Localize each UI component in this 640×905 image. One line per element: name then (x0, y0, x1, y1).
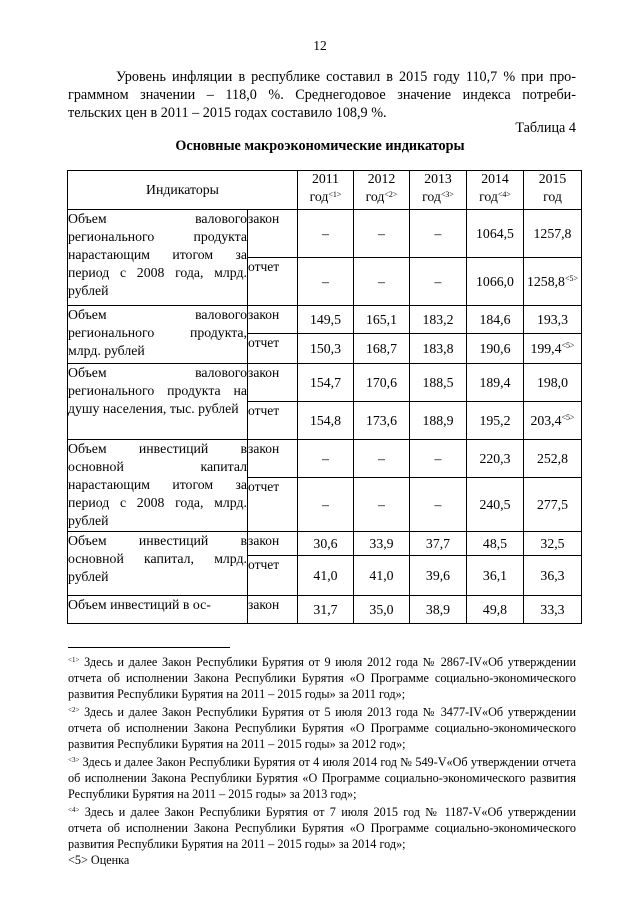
cell-value: 154,7 (298, 364, 354, 402)
cell-value: 39,6 (410, 556, 467, 596)
footnotes (68, 652, 576, 868)
cell-value: 30,6 (298, 532, 354, 556)
cell-value: – (298, 210, 354, 258)
intro-line: Уровень инфляции в республике составил в 2015 году 110,7 % при про- (116, 69, 576, 85)
cell-value: 41,0 (298, 556, 354, 596)
row-type: отчет (248, 402, 298, 440)
indicators-header: Индикаторы (68, 171, 298, 210)
cell-value: 190,6 (467, 334, 524, 364)
footnote: $^{<2>}$ Здесь и далее Закон Республики Бурятия от 5 июля 2013 года № 3477-IV«Об утверждении отчета об исполнении Закона Республики Бурятия «О Программе социально-экономического развития Республики Бурятия на 2011 – 2015 годы» за 2012 год»; (68, 705, 576, 751)
cell-value: 193,3 (524, 306, 582, 334)
table-label: Таблица 4 (515, 120, 576, 136)
cell-value: – (354, 210, 410, 258)
cell-value: 48,5 (467, 532, 524, 556)
footnote: $^{<4>}$ Здесь и далее Закон Республики Бурятия от 7 июля 2015 год № 1187-V«Об утверждении отчета об исполнении Закона Республики Бурятия «О Программе социально-экономического развития Республики Бурятия на 2011 – 2015 годы» за 2014 год»; (68, 805, 576, 851)
footnote: <5> Оценка (68, 853, 130, 867)
indicator-name: Объем валового регионального продукта нарастающим итогом за период с 2008 года, млрд. рублей (68, 210, 248, 306)
cell-value: 188,9 (410, 402, 467, 440)
cell-value: 165,1 (354, 306, 410, 334)
row-type: закон (248, 440, 298, 478)
footnote-mark: <2> (68, 706, 80, 714)
cell-value: 1066,0 (467, 258, 524, 306)
year-header: 2013 год$^{<3>}$ (410, 171, 467, 210)
table-row (68, 596, 582, 624)
cell-value: 277,5 (524, 478, 582, 532)
indicator-name: Объем валового регионального продукта, млрд. рублей (68, 306, 248, 364)
row-type: отчет (248, 556, 298, 596)
cell-value: 33,3 (524, 596, 582, 624)
row-type: закон (248, 596, 298, 624)
cell-value: 170,6 (354, 364, 410, 402)
cell-value: 36,1 (467, 556, 524, 596)
cell-value: – (354, 478, 410, 532)
indicator-name: Объем инвестиций в основной капитал нарастающим итогом за период с 2008 года, млрд. рублей (68, 440, 248, 532)
year-header: 2011 год$^{<1>}$ (298, 171, 354, 210)
footnote-separator (68, 647, 230, 648)
table-row (68, 364, 582, 402)
table-row (68, 306, 582, 334)
table-header-row (68, 171, 582, 210)
cell-value: – (354, 440, 410, 478)
cell-value: 154,8 (298, 402, 354, 440)
intro-line: граммном значении – 118,0 %. Среднегодовое значение индекса потреби- (68, 87, 576, 103)
row-type: закон (248, 306, 298, 334)
cell-value: 189,4 (467, 364, 524, 402)
indicator-name: Объем валового регионального продукта на душу населения, тыс. рублей (68, 364, 248, 440)
table-row (68, 440, 582, 478)
cell-value: – (410, 210, 467, 258)
cell-value: – (298, 440, 354, 478)
table-row (68, 210, 582, 258)
footnote-mark: <4> (68, 806, 80, 814)
cell-value: – (410, 258, 467, 306)
cell-value: 195,2 (467, 402, 524, 440)
row-type: отчет (248, 334, 298, 364)
cell-value: – (410, 478, 467, 532)
cell-value: – (298, 478, 354, 532)
indicator-name: Объем инвестиций в ос- (68, 596, 248, 624)
cell-value: 183,8 (410, 334, 467, 364)
cell-value: – (298, 258, 354, 306)
cell-value: 168,7 (354, 334, 410, 364)
cell-value: 33,9 (354, 532, 410, 556)
cell-value: 184,6 (467, 306, 524, 334)
cell-value: 31,7 (298, 596, 354, 624)
year-header: 2012 год$^{<2>}$ (354, 171, 410, 210)
footnote-ref: <5> (561, 412, 575, 422)
row-type: закон (248, 364, 298, 402)
footnote-mark: <1> (68, 656, 80, 664)
row-type: отчет (248, 478, 298, 532)
page-number: 12 (313, 38, 327, 53)
intro-line: тельских цен в 2011 – 2015 годах составило 108,9 %. (68, 105, 387, 121)
table-title: Основные макроэкономические индикаторы (175, 138, 465, 154)
cell-value: 240,5 (467, 478, 524, 532)
row-type: закон (248, 532, 298, 556)
cell-value: 41,0 (354, 556, 410, 596)
cell-value: 183,2 (410, 306, 467, 334)
cell-value: – (354, 258, 410, 306)
year-header: 2015 год (524, 171, 582, 210)
cell-value: 149,5 (298, 306, 354, 334)
cell-value: 49,8 (467, 596, 524, 624)
cell-value: $203,4^{<5>}$ (524, 402, 582, 440)
cell-value: 1257,8 (524, 210, 582, 258)
indicator-name: Объем инвестиций в основной капитал, млрд. рублей (68, 532, 248, 596)
cell-value: 150,3 (298, 334, 354, 364)
cell-value: 173,6 (354, 402, 410, 440)
cell-value: 37,7 (410, 532, 467, 556)
indicators-table (67, 170, 582, 624)
cell-value: 188,5 (410, 364, 467, 402)
year-header: 2014 год$^{<4>}$ (467, 171, 524, 210)
footnote-ref: <5> (561, 340, 575, 350)
row-type: закон (248, 210, 298, 258)
cell-value: 32,5 (524, 532, 582, 556)
footnote: $^{<3>}$ Здесь и далее Закон Республики Бурятия от 4 июля 2014 год № 549-V«Об утверждении отчета об исполнении Закона Республики Бурятия «О Программе социально-экономического развития Республики Бурятия на 2011 – 2015 годы» за 2013 год»; (68, 755, 577, 801)
cell-value: 35,0 (354, 596, 410, 624)
cell-value: – (410, 440, 467, 478)
cell-value: 38,9 (410, 596, 467, 624)
cell-value: $1258,8^{<5>}$ (524, 258, 582, 306)
intro-paragraph (68, 68, 576, 122)
row-type: отчет (248, 258, 298, 306)
cell-value: 198,0 (524, 364, 582, 402)
cell-value: 1064,5 (467, 210, 524, 258)
cell-value: $199,4^{<5>}$ (524, 334, 582, 364)
footnote-ref: <5> (564, 273, 578, 283)
table-row (68, 532, 582, 556)
footnote-mark: <3> (68, 756, 80, 764)
footnote: $^{<1>}$ Здесь и далее Закон Республики Бурятия от 9 июля 2012 года № 2867-IV«Об утверждении отчета об исполнении Закона Республики Бурятия «О Программе социально-экономического развития Республики Бурятия на 2011 – 2015 годы» за 2011 год»; (68, 655, 576, 701)
cell-value: 220,3 (467, 440, 524, 478)
cell-value: 252,8 (524, 440, 582, 478)
cell-value: 36,3 (524, 556, 582, 596)
